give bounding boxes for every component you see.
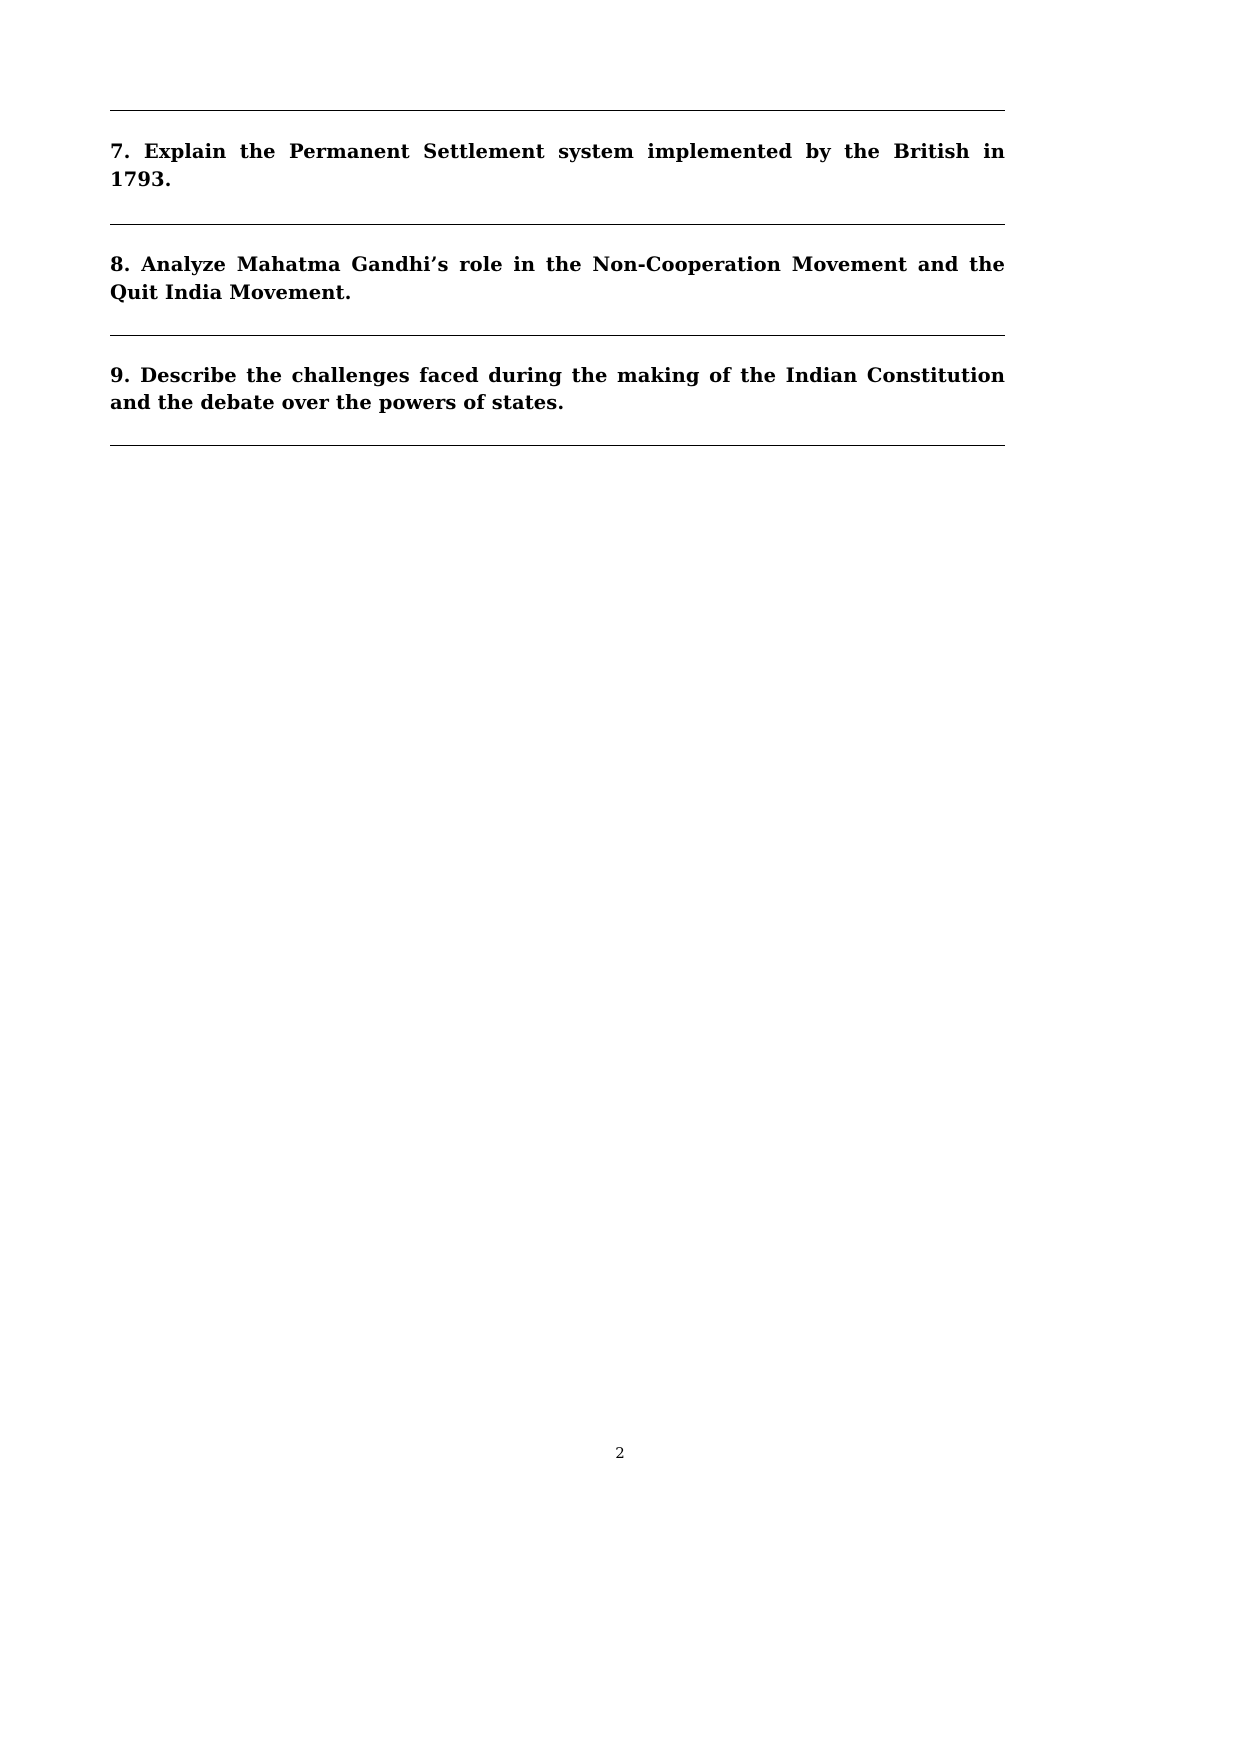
question-item-8 (110, 225, 1005, 334)
question-text-8: 8. Analyze Mahatma Gandhi’s role in the Non-Cooperation Movement and the Quit India Movement. (110, 253, 1005, 305)
question-text-9: 9. Describe the challenges faced during the making of the Indian Constitution and the debate over the powers of states. (110, 363, 1005, 415)
question-text-7: 7. Explain the Permanent Settlement system implemented by the British in 1793. (110, 140, 1005, 191)
page-number: 2 (615, 1444, 625, 1462)
divider-bottom (110, 445, 1005, 446)
question-list (110, 110, 1005, 446)
question-item-7 (110, 111, 1005, 224)
question-item-9 (110, 336, 1005, 445)
